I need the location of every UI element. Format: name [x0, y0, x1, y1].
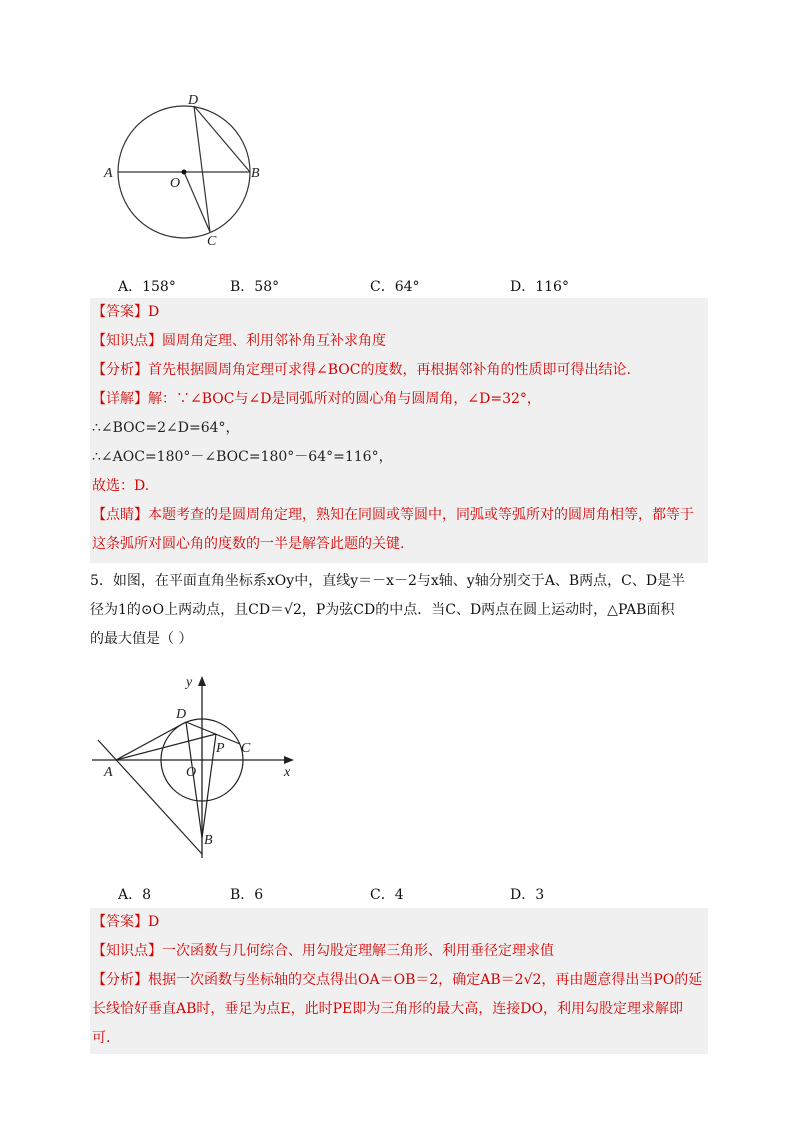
analysis-line-1: 【分析】根据一次函数与坐标轴的交点得出OA＝OB＝2，确定AB＝2√2，再由题意得出当PO的延 — [92, 972, 703, 988]
label-b: B — [251, 166, 260, 181]
knowledge-label: 【知识点】一次函数与几何综合、用勾股定理解三角形、利用垂径定理求值 — [92, 943, 554, 959]
knowledge-label: 【知识点】圆周角定理、利用邻补角互补求角度 — [92, 333, 386, 349]
answer-label: 【答案】D — [92, 914, 160, 930]
comment-line-1: 【点睛】本题考查的是圆周角定理，熟知在同圆或等圆中，同弧或等弧所对的圆周角相等，都等于 — [92, 507, 694, 523]
label-a: A — [104, 166, 113, 181]
segment-bp — [202, 734, 216, 838]
q5-line-2: 径为1的⊙O上两动点，且CD＝√2，P为弦CD的中点．当C、D两点在圆上运动时，△PAB面积 — [90, 602, 675, 618]
line-ab — [98, 740, 202, 854]
q5-line-1: 5．如图，在平面直角坐标系xOy中，直线y＝－x－2与x轴、y轴分别交于A、B两点，C、D是半 — [90, 573, 686, 589]
label-y: y — [186, 675, 193, 690]
coordinate-figure-2 — [90, 672, 305, 862]
choice-d[interactable]: D．3 — [510, 887, 545, 903]
q5-line-3: 的最大值是（ ） — [90, 631, 193, 647]
final-answer: 故选：D. — [92, 478, 150, 494]
label-o: O — [170, 176, 181, 191]
label-p: P — [216, 741, 225, 756]
label-b: B — [204, 833, 213, 848]
analysis-line-3: 可. — [92, 1030, 111, 1046]
segment-ad — [116, 722, 186, 760]
comment-line-2: 这条弧所对圆心角的度数的一半是解答此题的关键. — [92, 536, 405, 552]
center-dot — [182, 170, 187, 175]
circle-figure-1 — [100, 88, 280, 253]
choice-d[interactable]: D．116° — [510, 279, 569, 295]
label-d: D — [176, 707, 187, 722]
chord-dc — [186, 722, 240, 744]
y-axis-arrow-icon — [198, 676, 206, 686]
segment-ap — [116, 734, 216, 760]
label-x: x — [284, 765, 291, 780]
solution-4 — [90, 298, 708, 563]
answer-label: 【答案】D — [92, 304, 160, 320]
label-c: C — [207, 234, 217, 249]
choice-b[interactable]: B．6 — [230, 887, 264, 903]
choice-b[interactable]: B．58° — [230, 279, 280, 295]
x-axis-arrow-icon — [284, 756, 294, 764]
step-2: ∴∠AOC=180°－∠BOC=180°－64°=116°， — [92, 449, 393, 465]
choice-a[interactable]: A．8 — [118, 887, 152, 903]
label-a: A — [104, 765, 113, 780]
question-5 — [90, 567, 710, 654]
label-d: D — [188, 93, 199, 108]
choice-a[interactable]: A．158° — [118, 279, 176, 295]
step-1: ∴∠BOC=2∠D=64°， — [92, 420, 240, 436]
detail-text: 【详解】解：∵∠BOC与∠D是同弧所对的圆心角与圆周角，∠D=32°， — [92, 391, 541, 407]
solution-5 — [90, 908, 708, 1054]
choice-c[interactable]: C．64° — [370, 279, 420, 295]
analysis-text: 【分析】首先根据圆周角定理可求得∠BOC的度数，再根据邻补角的性质即可得出结论. — [92, 362, 631, 378]
analysis-line-2: 长线恰好垂直AB时，垂足为点E，此时PE即为三角形的最大高，连接DO，利用勾股定理求解即 — [92, 1001, 683, 1017]
label-o: O — [186, 765, 197, 780]
choice-c[interactable]: C．4 — [370, 887, 404, 903]
label-c: C — [241, 741, 251, 756]
